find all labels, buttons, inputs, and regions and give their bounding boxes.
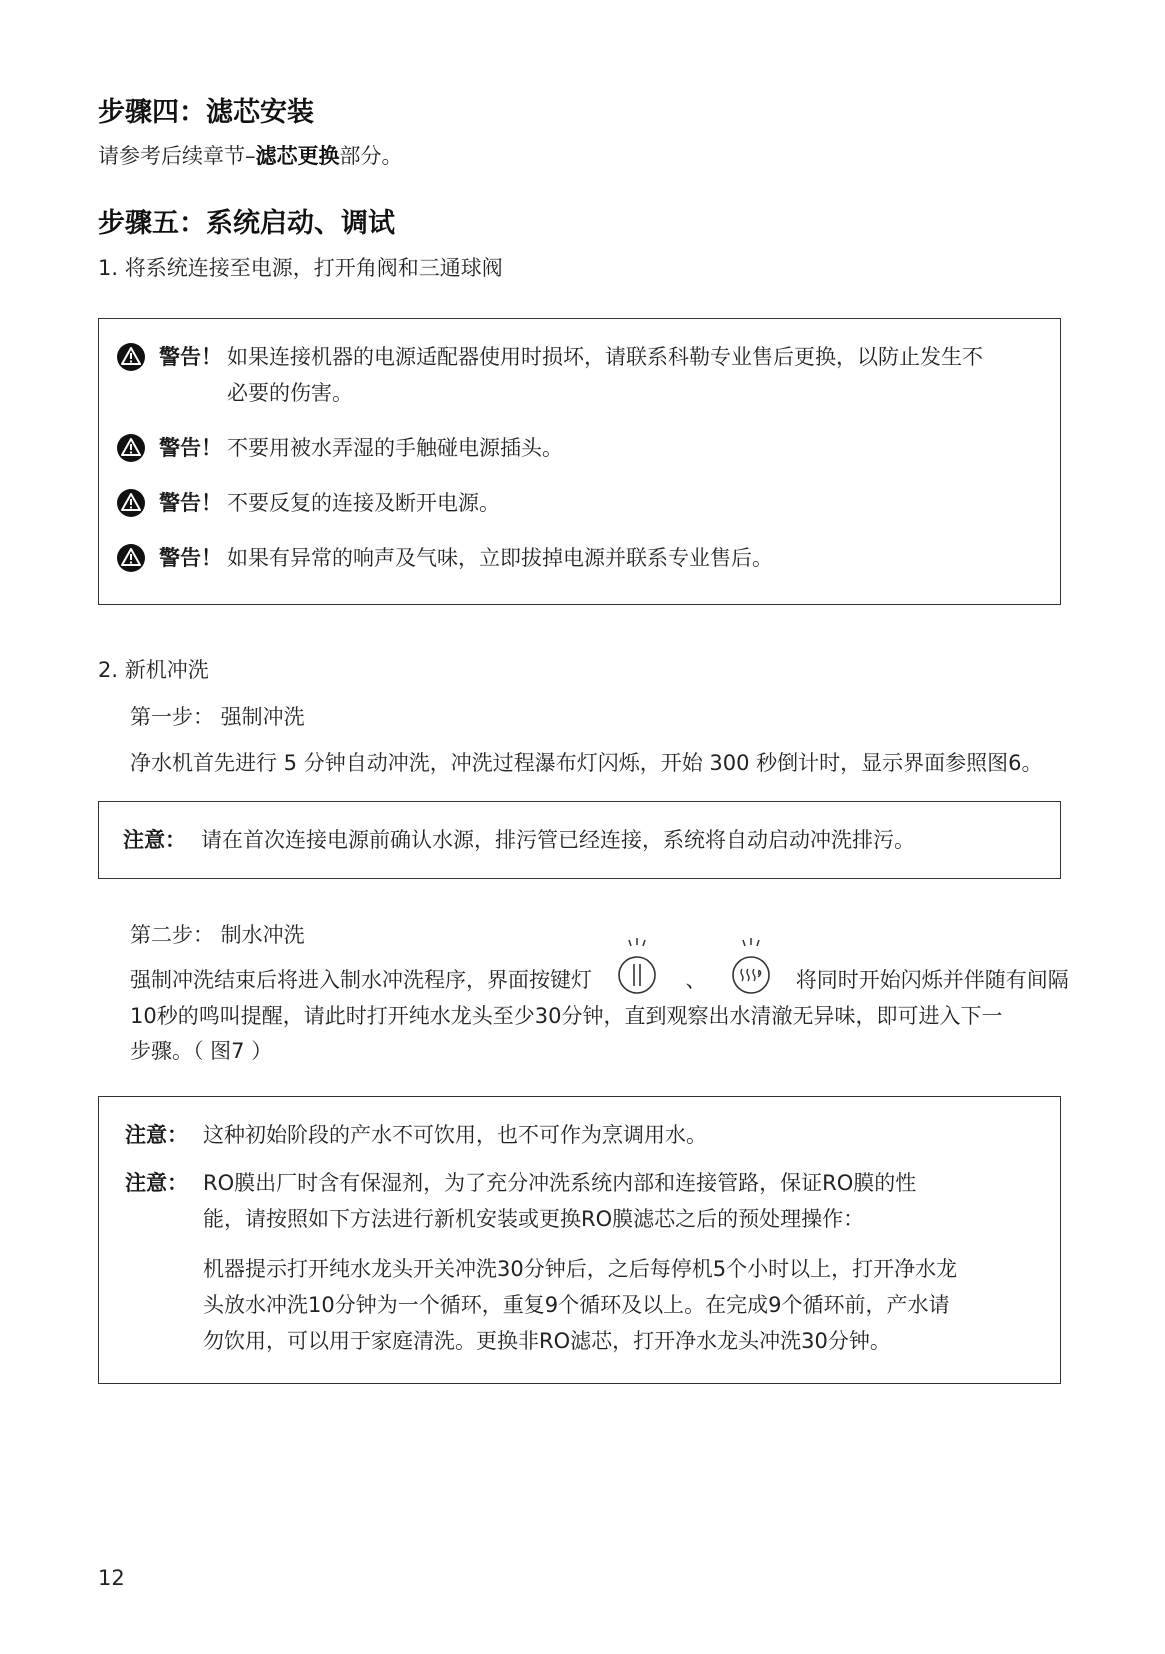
warning-text: 不要用被水弄湿的手触碰电源插头。 [227, 436, 563, 460]
note-label: 注意： [125, 1171, 188, 1195]
note-procedure-text: 头放水冲洗10分钟为一个循环，重复9个循环及以上。在完成9个循环前，产水请 [203, 1293, 950, 1317]
item2-title: 2. 新机冲洗 [98, 658, 209, 682]
warning-text: 如果有异常的响声及气味，立即拔掉电源并联系专业售后。 [227, 546, 773, 570]
step4-text [98, 138, 403, 174]
item2-substep2-line1 [130, 962, 1069, 998]
page-number: 12 [98, 1566, 125, 1590]
step4-text-post: 部分。 [339, 144, 403, 168]
hot-water-button-icon [727, 937, 775, 999]
item2-substep1-text: 净水机首先进行 5 分钟自动冲洗，冲洗过程瀑布灯闪烁，开始 300 秒倒计时，显示界面参照图6。 [130, 751, 1043, 775]
note-box-2 [98, 1096, 1061, 1384]
item2-substep2: 第二步： 制水冲洗 [130, 923, 305, 947]
note-label: 注意： [125, 1123, 188, 1147]
warning-label: 警告！ [159, 546, 222, 570]
note-label: 注意： [123, 828, 186, 852]
step4-text-pre: 请参考后续章节– [98, 144, 256, 168]
substep2-text-post: 将同时开始闪烁并伴随有间隔 [795, 968, 1069, 992]
warning-text: 如果连接机器的电源适配器使用时损坏，请联系科勒专业售后更换，以防止发生不 [227, 345, 983, 369]
step4-text-bold: 滤芯更换 [255, 144, 340, 168]
warning-label: 警告！ [159, 491, 222, 515]
pure-water-button-icon [613, 937, 661, 999]
substep2-text-pre: 强制冲洗结束后将进入制水冲洗程序，界面按键灯 [130, 968, 592, 992]
step4-heading: 步骤四：滤芯安装 [98, 97, 314, 128]
warning-icon [117, 544, 145, 572]
note-procedure-text: 机器提示打开纯水龙头开关冲洗30分钟后，之后每停机5个小时以上，打开净水龙 [203, 1257, 958, 1281]
note-procedure-text: 勿饮用，可以用于家庭清洗。更换非RO滤芯，打开净水龙头冲洗30分钟。 [203, 1329, 891, 1353]
note-text-cont: 能，请按照如下方法进行新机安装或更换RO膜滤芯之后的预处理操作： [203, 1207, 865, 1231]
note-text: 这种初始阶段的产水不可饮用，也不可作为烹调用水。 [203, 1123, 707, 1147]
note-text: RO膜出厂时含有保湿剂，为了充分冲洗系统内部和连接管路，保证RO膜的性 [203, 1171, 917, 1195]
warning-icon [117, 489, 145, 517]
step5-heading: 步骤五：系统启动、调试 [98, 208, 395, 239]
warning-box [98, 318, 1061, 605]
item2-substep2-line3: 步骤。（ 图7 ） [130, 1039, 273, 1063]
icon-separator: 、 [685, 968, 707, 992]
warning-icon [117, 434, 145, 462]
warning-label: 警告！ [159, 436, 222, 460]
step5-item1: 1. 将系统连接至电源，打开角阀和三通球阀 [98, 256, 503, 280]
item2-substep2-line2: 10秒的鸣叫提醒，请此时打开纯水龙头至少30分钟，直到观察出水清澈无异味，即可进入下一 [130, 1004, 1003, 1028]
note-box-1 [98, 801, 1061, 879]
note-text: 请在首次连接电源前确认水源，排污管已经连接，系统将自动启动冲洗排污。 [201, 828, 915, 852]
warning-icon [117, 343, 145, 371]
warning-text-cont: 必要的伤害。 [227, 381, 353, 405]
warning-text: 不要反复的连接及断开电源。 [227, 491, 500, 515]
item2-substep1: 第一步： 强制冲洗 [130, 705, 305, 729]
warning-label: 警告！ [159, 345, 222, 369]
